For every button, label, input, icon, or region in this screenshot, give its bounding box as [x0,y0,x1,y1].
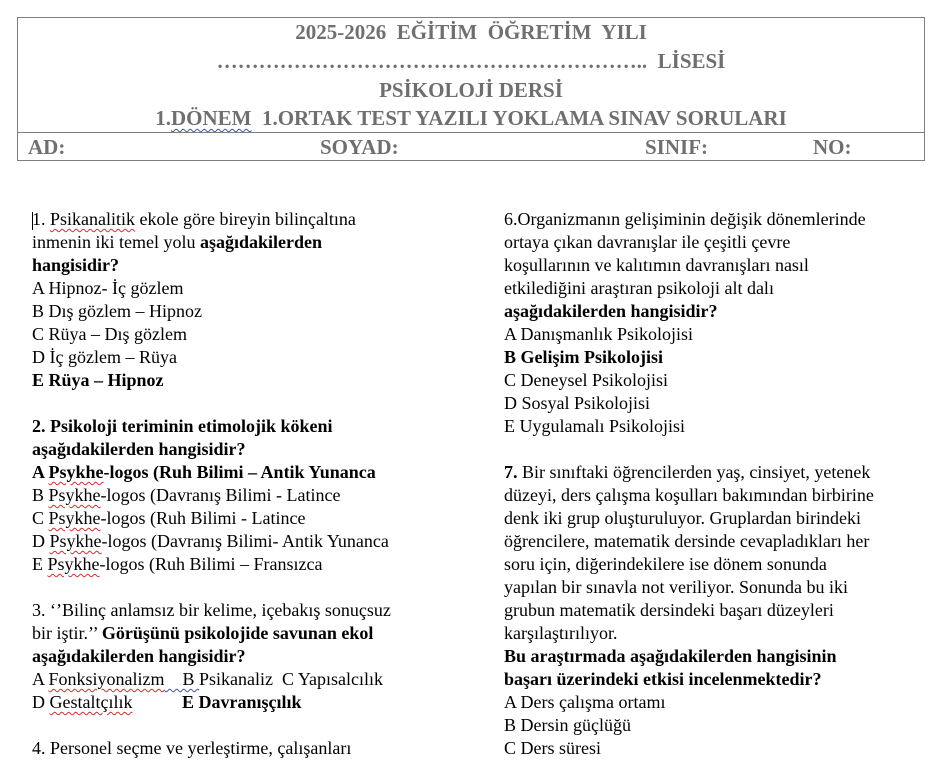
exam-title: 1.DÖNEM 1.ORTAK TEST YAZILI YOKLAMA SINAV SORULARI [155,106,787,130]
question-2: 2. Psikoloji teriminin etimolojik kökeni aşağıdakilerden hangisidir? A Psykhe-logos (Ruh Bilimi – Antik Yunanca B Psykhe-logos (Davranış Bilimi - Latince C Psykhe-logos (Ruh Bilimi - Latince D Psykhe-logos (Davranış Bilimi- Antik Yunanca E Psykhe-logos (Ruh Bilimi – Fransızca [32,415,391,576]
class-label: SINIF: [645,135,709,159]
option: D Sosyal Psikolojisi [504,393,651,413]
academic-year: 2025-2026 EĞİTİM ÖĞRETİM YILI [295,20,647,44]
question-7: 7. Bir sınıftaki öğrencilerden yaş, cinsiyet, yetenek düzeyi, ders çalışma koşulları bakımından birbirine denk iki grup oluşturuluyor. Gruplardan birindeki öğrencilere, matematik dersinde cevapladıkları her soru için, diğerindekilere ise dönem sonunda yapılan bir sınavla not veriliyor. Sonunda bu iki grubun matematik dersindeki başarı düzeyleri karşılaştırılıyor. Bu araştırmada aşağıdakilerden hangisinin başarı üzerindeki etkisi incelenmektedir? A Ders çalışma ortamı B Dersin güçlüğü C Ders süresi [504,462,874,758]
question-1: 1. Psikanalitik ekole göre bireyin bilinçaltına inmenin iki temel yolu aşağıdakilerden hangisidir? A Hipnoz- İç gözlem B Dış gözlem – Hipnoz C Rüya – Dış gözlem D İç gözlem – Rüya E Rüya – Hipnoz [32,208,391,392]
header-divider [18,132,924,133]
name-label: AD: [28,135,66,159]
option: C Deneysel Psikolojisi [504,370,669,390]
school-name-line: …………………………………………………….. LİSESİ [216,49,726,73]
surname-label: SOYAD: [320,135,399,159]
option-row: D Gestaltçılık E Davranışçılık [32,692,302,712]
option: C Ders süresi [504,738,601,758]
option: A Danışmanlık Psikolojisi [504,324,694,344]
option: E Uygulamalı Psikolojisi [504,416,686,436]
question-4: 4. Personel seçme ve yerleştirme, çalışanları [32,738,352,758]
option: C Psykhe-logos (Ruh Bilimi - Latince [32,508,306,528]
number-label: NO: [813,135,852,159]
option: E Psykhe-logos (Ruh Bilimi – Fransızca [32,554,323,574]
question-3: 3. ‘’Bilinç anlamsız bir kelime, içebakış sonuçsuz bir iştir.’’ Görüşünü psikolojide savunan ekol aşağıdakilerden hangisidir? A Fonksiyonalizm B Psikanaliz C Yapısalcılık D Gestaltçılık E Davranışçılık [32,600,391,712]
option: B Dersin güçlüğü [504,715,631,735]
right-column [504,208,874,760]
option: A Ders çalışma ortamı [504,692,666,712]
left-column [32,208,391,760]
question-6: 6.Organizmanın gelişiminin değişik dönemlerinde ortaya çıkan davranışlar ile çeşitli çevre koşullarının ve kalıtımın davranışları nasıl etkilediğini araştıran psikoloji alt dalı aşağıdakilerden hangisidir? A Danışmanlık Psikolojisi B Gelişim Psikolojisi C Deneysel Psikolojisi D Sosyal Psikolojisi E Uygulamalı Psikolojisi [504,208,874,438]
option: D İç gözlem – Rüya [32,347,177,367]
option: A Hipnoz- İç gözlem [32,278,184,298]
option: D Psykhe-logos (Davranış Bilimi- Antik Yunanca [32,531,389,551]
answer-option: E Rüya – Hipnoz [32,370,164,390]
answer-option: B Gelişim Psikolojisi [504,347,664,367]
option: C Rüya – Dış gözlem [32,324,187,344]
option: B Psykhe-logos (Davranış Bilimi - Latince [32,485,341,505]
exam-header [17,17,925,161]
answer-option: A Psykhe-logos (Ruh Bilimi – Antik Yunanca [32,462,376,482]
course-title: PSİKOLOJİ DERSİ [379,78,563,102]
option: B Dış gözlem – Hipnoz [32,301,202,321]
option-row: A Fonksiyonalizm B Psikanaliz C Yapısalcılık [32,669,384,689]
